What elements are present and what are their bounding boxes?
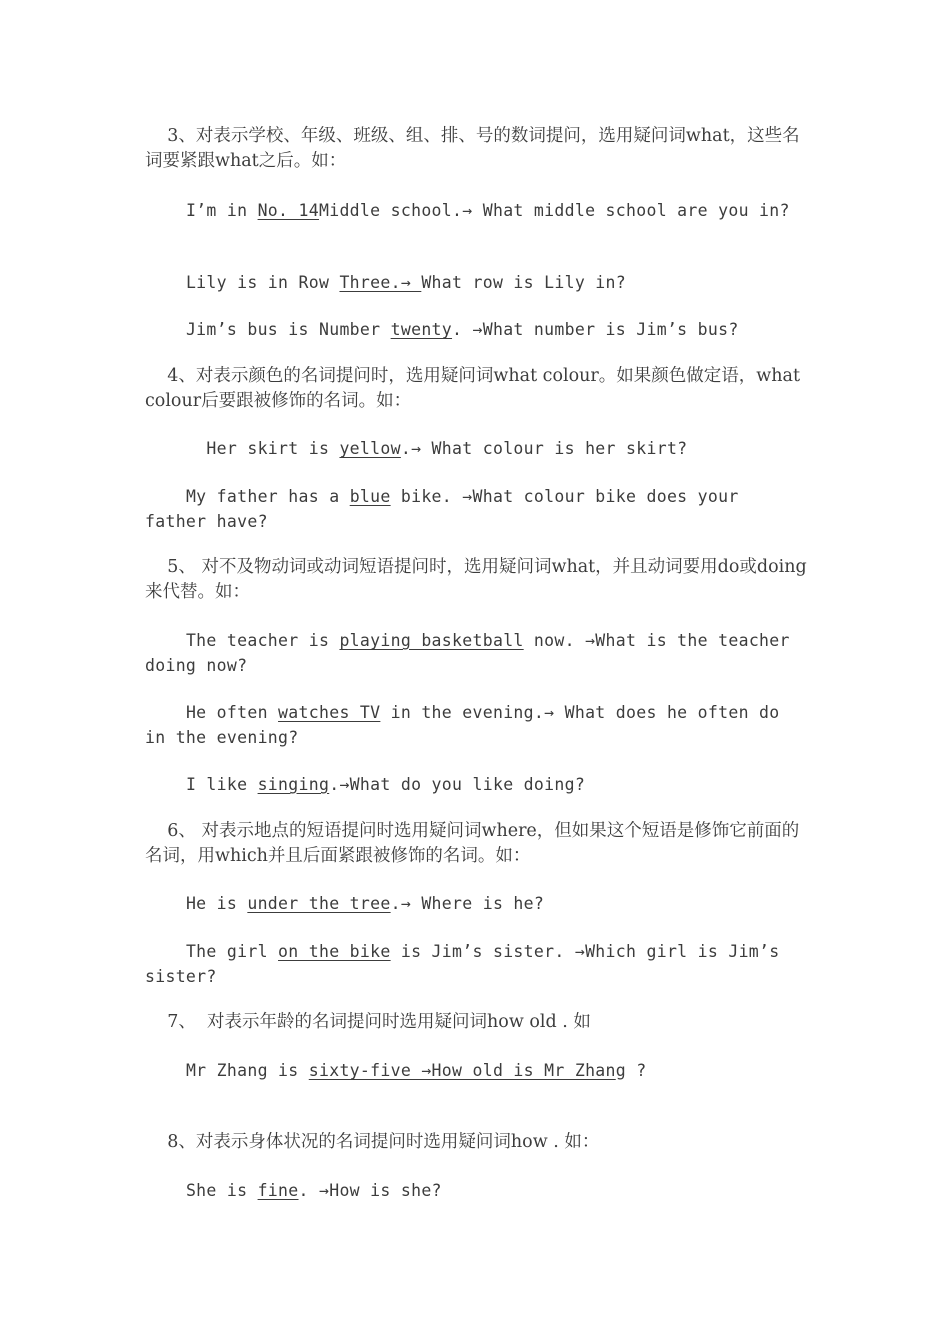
example-sentence: Jim’s bus is Number twenty. →What number is Jim’s bus? xyxy=(145,320,739,339)
underlined-answer: Three.→ xyxy=(339,273,422,292)
example-sentence: The teacher is playing basketball now. →What is the teacher doing now? xyxy=(145,631,800,675)
example-sentence: Her skirt is yellow.→ What colour is her skirt? xyxy=(145,439,688,458)
rule-5-text: 5、 对不及物动词或动词短语提问时，选用疑问词what，并且动词要用do或doing来代替。如： xyxy=(145,557,807,602)
example-sentence: Lily is in Row Three.→ What row is Lily in? xyxy=(145,273,627,292)
example-sentence: Mr Zhang is sixty-five →How old is Mr Zhang ? xyxy=(145,1061,647,1080)
underlined-answer: singing xyxy=(257,775,330,794)
underlined-answer: watches TV xyxy=(278,703,381,722)
underlined-answer: playing basketball xyxy=(339,631,524,650)
underlined-answer: sixty-five →How old is Mr Zhan xyxy=(308,1061,616,1080)
example-sentence: My father has a blue bike. →What colour bike does your father have? xyxy=(145,487,749,531)
underlined-answer: yellow xyxy=(339,439,401,458)
example-sentence: He is under the tree.→ Where is he? xyxy=(145,894,545,913)
example-sentence: He often watches TV in the evening.→ What does he often do in the evening? xyxy=(145,703,790,747)
example-sentence: The girl on the bike is Jim’s sister. →Which girl is Jim’s sister? xyxy=(145,942,790,986)
underlined-answer: No. 14 xyxy=(257,201,319,220)
underlined-answer: under the tree xyxy=(247,894,391,913)
rule-3-text: 3、对表示学校、年级、班级、组、排、号的数词提问，选用疑问词what，这些名词要紧跟what之后。如： xyxy=(145,126,800,171)
rule-6-text: 6、 对表示地点的短语提问时选用疑问词where，但如果这个短语是修饰它前面的名词，用which并且后面紧跟被修饰的名词。如： xyxy=(145,821,800,866)
rule-4-text: 4、对表示颜色的名词提问时，选用疑问词what colour。如果颜色做定语，what colour后要跟被修饰的名词。如： xyxy=(145,366,806,411)
example-sentence: I’m in No. 14Middle school.→ What middle school are you in? xyxy=(145,201,790,220)
example-sentence: She is fine. →How is she? xyxy=(145,1181,442,1200)
rule-8-text: 8、对表示身体状况的名词提问时选用疑问词how . 如： xyxy=(145,1132,600,1152)
underlined-answer: blue xyxy=(349,487,391,506)
underlined-answer: twenty xyxy=(390,320,453,339)
example-sentence: I like singing.→What do you like doing? xyxy=(145,775,586,794)
underlined-answer: fine xyxy=(257,1181,299,1200)
rule-7-text: 7、 对表示年龄的名词提问时选用疑问词how old . 如 xyxy=(145,1012,591,1032)
underlined-answer: on the bike xyxy=(278,942,391,961)
